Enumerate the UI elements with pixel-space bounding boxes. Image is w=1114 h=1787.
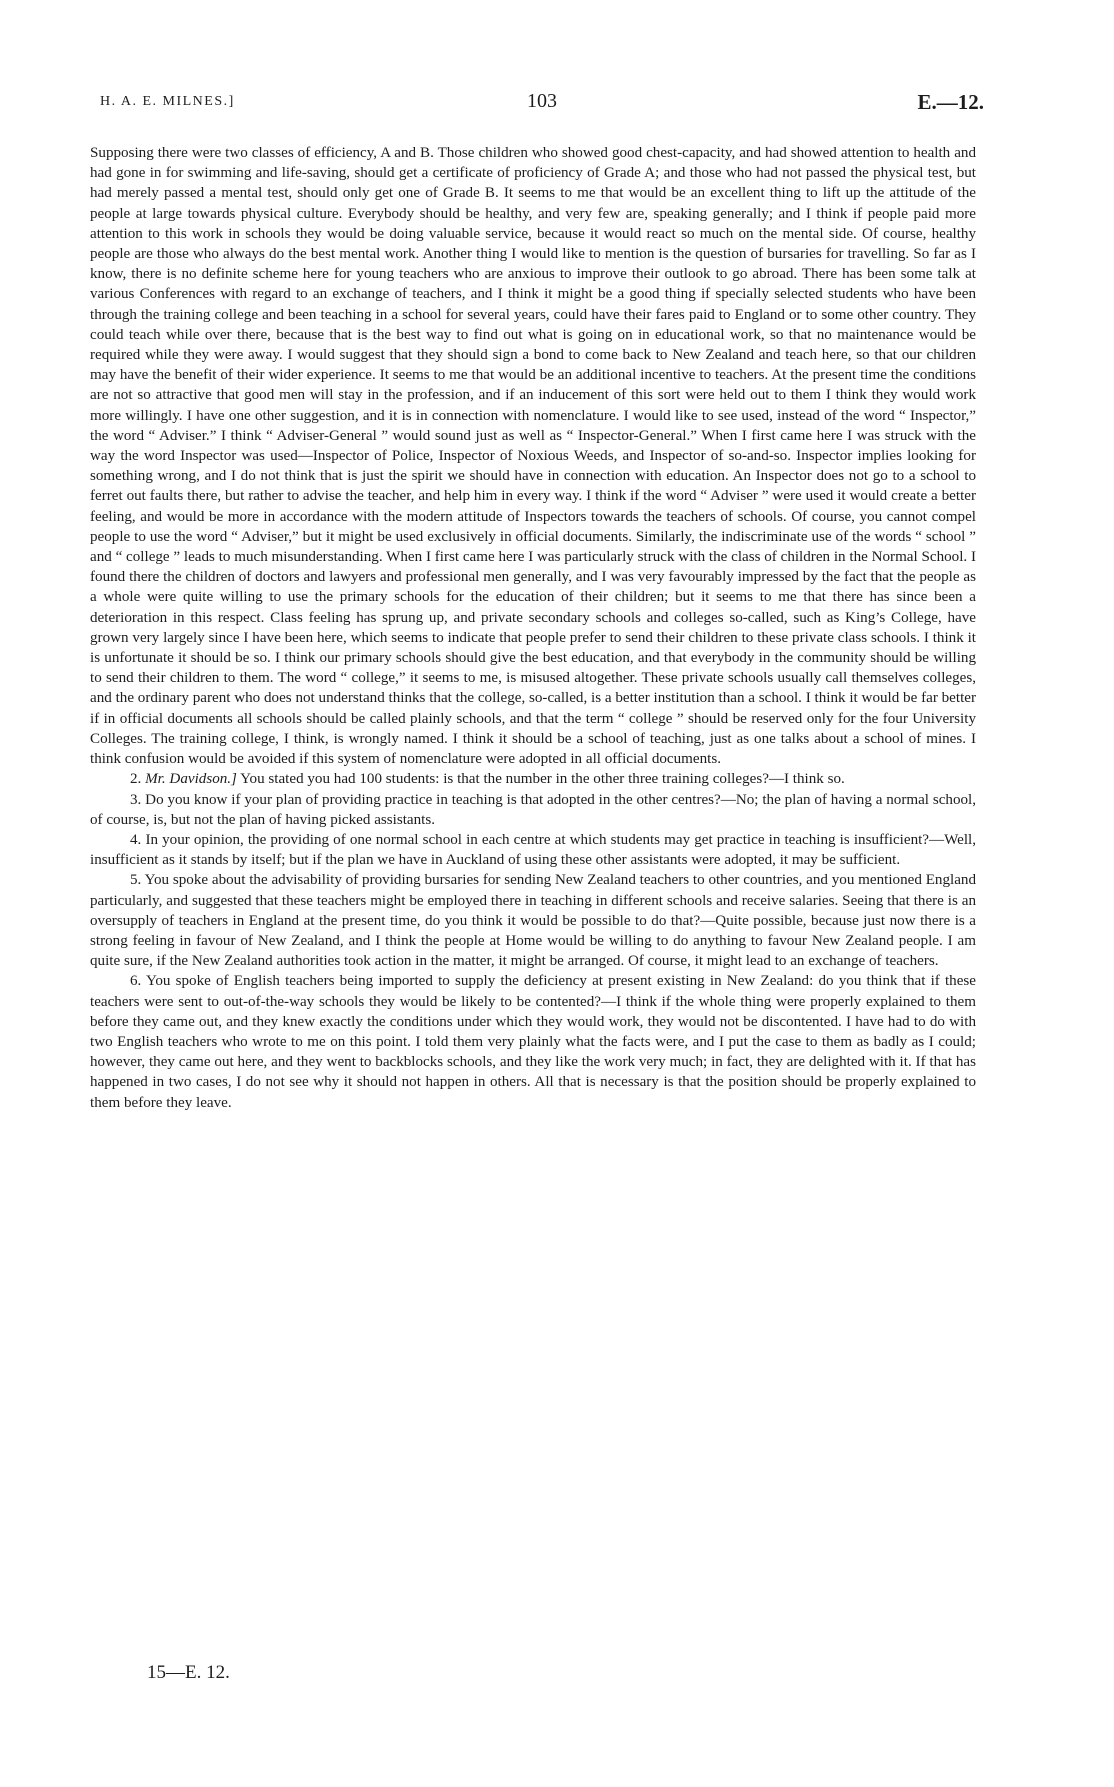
question-text: You spoke about the advisability of providing bursaries for sending New Zealand teachers to other countries, and you mentioned England particularly, and suggested that these teachers might be employed there in teaching in different schools and receive salaries. Seeing that there is an oversupply of teachers in England at the present time, do you think it would be possible to do that?—Quite possible, because just now there is a strong feeling in favour of New Zealand, and I think the people at Home would be willing to do anything to favour New Zealand people. I am quite sure, if the New Zealand authorities took action in the matter, it might be arranged. Of course, it might lead to an exchange of teachers. — [90, 872, 976, 970]
question-2 — [90, 769, 976, 789]
page-footer-signature: 15—E. 12. — [147, 1662, 230, 1683]
question-text: You stated you had 100 students: is that the number in the other three training colleges?—I think so. — [236, 771, 845, 788]
question-number: 3. — [130, 791, 142, 808]
question-number: 5. — [130, 872, 142, 889]
question-number: 4. — [130, 831, 142, 848]
question-text: In your opinion, the providing of one normal school in each centre at which students may get practice in teaching is insufficient?—Well, insufficient as it stands by itself; but if the plan we have in Auckland of using these other assistants were adopted, it may be sufficient. — [90, 831, 976, 869]
question-number: 2. — [130, 771, 142, 788]
question-text: Do you know if your plan of providing practice in teaching is that adopted in the other centres?—No; the plan of having a normal school, of course, is, but not the plan of having picked assistants. — [90, 791, 977, 828]
page-header — [100, 90, 984, 120]
question-6 — [90, 971, 976, 1112]
question-5 — [90, 870, 976, 971]
paragraph-text: Supposing there were two classes of efficiency, A and B. Those children who showed good chest-capacity, and had showed attention to health and had gone in for swimming and life-saving, should get a certificate of proficiency of Grade A; and those who had not passed the physical test, but had merely passed a mental test, should only get one of Grade B. It seems to me that would be an excellent thing to lift up the attitude of the people at large towards physical culture. Everybody should be healthy, and very few are, speaking generally; and I think if people paid more attention to this work in schools they would be doing valuable service, because it would react so much on the mental side. Of course, healthy people are those who always do the best mental work. Another thing I would like to mention is the question of bursaries for travelling. So far as I know, there is no definite scheme here for young teachers who are anxious to improve their outlook to go abroad. There has been some talk at various Conferences with regard to an exchange of teachers, and I think it might be a good thing if specially selected students who have been through the training college and been teaching in a school for several years, could have their fares paid to England or to some other country. They could teach while over there, because that is the best way to find out what is going on in educational work, so that no maintenance would be required while they were away. I would suggest that they should sign a bond to come back to New Zealand and teach here, so that our children may have the benefit of their wider experience. It seems to me that would be an additional incentive to teachers. At the present time the conditions are not so attractive that good men will stay in the profession, and if an inducement of this sort were held out to them I think they would work more willingly. I have one other suggestion, and it is in connection with nomenclature. I would like to see used, instead of the word “ Inspector,” the word “ Adviser.” I think “ Adviser-General ” would sound just as well as “ Inspector-General.” When I first came here I was struck with the way the word Inspector was used—Inspector of Police, Inspector of Noxious Weeds, and Inspector of so-and-so. Inspector implies looking for something wrong, and I do not think that is just the spirit we should have in connection with education. An Inspector does not go to a school to ferret out faults there, but rather to advise the teacher, and help him in every way. I think if the word “ Adviser ” were used it would create a better feeling, and would be more in accordance with the modern attitude of Inspectors towards the teachers of schools. Of course, you cannot compel people to use the word “ Adviser,” but it might be used exclusively in official documents. Similarly, the indiscriminate use of the words “ school ” and “ college ” leads to much misunderstanding. When I first came here I was particularly struck with the class of children in the Normal School. I found there the children of doctors and lawyers and professional men generally, and I was very favourably impressed by the fact that the people as a whole were quite willing to use the primary schools for the education of their children; but it seems to me that there has since been a deterioration in this respect. Class feeling has sprung up, and private secondary schools and colleges so-called, such as King’s College, have grown very largely since I have been here, which seems to indicate that people prefer to send their children to these private class schools. I think it is unfortunate it should be so. I think our primary schools should give the best education, and that everybody in the community should be willing to send their children to them. The word “ college,” it seems to me, is misused altogether. These private schools usually call themselves colleges, and the ordinary parent who does not understand thinks that the college, so-called, is a better institution than a school. I think it would be far better if in official documents all schools should be called plainly schools, and that the term “ college ” should be reserved only for the four University Colleges. The training college, I think, is wrongly named. I think it should be a school of teaching, just as one talks about a school of mines. I think confusion would be avoided if this system of nomenclature were adopted in all official documents. — [90, 145, 976, 768]
question-4 — [90, 830, 976, 870]
paragraph-statement — [90, 143, 976, 769]
document-body — [90, 143, 976, 1113]
question-3 — [90, 790, 976, 830]
header-witness-name: H. A. E. MILNES.] — [100, 94, 235, 109]
question-text: You spoke of English teachers being imported to supply the deficiency at present existing in New Zealand: do you think that if these teachers were sent to out-of-the-way schools they would be likely to be contented?—I think if the whole thing were properly explained to them before they came out, and they knew exactly the conditions under which they would work, they would not be discontented. I have had to do with two English teachers who wrote to me on this point. I told them very plainly what the facts were, and I put the case to them as badly as I could; however, they came out here, and they went to backblocks schools, and they like the work very much; in fact, they are delighted with it. If that has happened in two cases, I do not see why it should not happen in others. All that is necessary is that the position should be properly explained to them before they leave. — [90, 973, 976, 1111]
questioner-name: Mr. Davidson.] — [145, 771, 237, 788]
page-number: 103 — [527, 90, 557, 112]
document-code: E.—12. — [917, 90, 984, 114]
question-number: 6. — [130, 973, 142, 990]
